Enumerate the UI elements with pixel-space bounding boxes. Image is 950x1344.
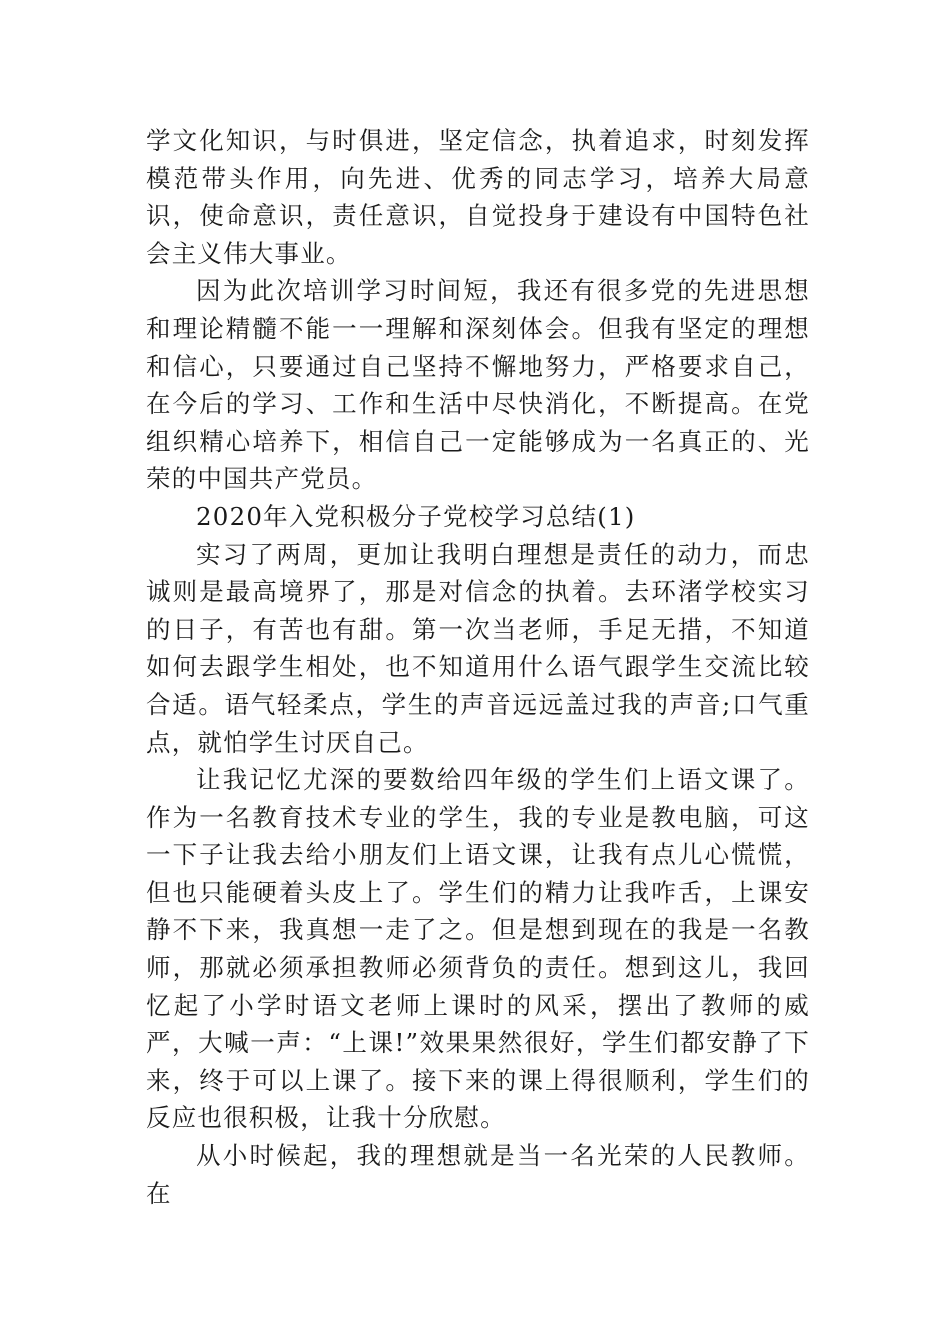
document-body xyxy=(146,122,810,1212)
paragraph-chinese-class: 让我记忆尤深的要数给四年级的学生们上语文课了。作为一名教育技术专业的学生，我的专业是教电脑，可这一下子让我去给小朋友们上语文课，让我有点儿心慌慌，但也只能硬着头皮上了。学生们的精力让我咋舌，上课安静不下来，我真想一走了之。但是想到现在的我是一名教师，那就必须承担教师必须背负的责任。想到这儿，我回忆起了小学时语文老师上课时的风采，摆出了教师的威严，大喊一声：“上课!”效果果然很好，学生们都安静了下来，终于可以上课了。接下来的课上得很顺利，学生们的反应也很积极，让我十分欣慰。 xyxy=(146,765,810,1133)
paragraph-training-reflection: 因为此次培训学习时间短，我还有很多党的先进思想和理论精髓不能一一理解和深刻体会。但我有坚定的理想和信心，只要通过自己坚持不懈地努力，严格要求自己，在今后的学习、工作和生活中尽快消化，不断提高。在党组织精心培养下，相信自己一定能够成为一名真正的、光荣的中国共产党员。 xyxy=(146,276,810,494)
section-heading: 2020年入党积极分子党校学习总结(1) xyxy=(196,501,636,531)
paragraph-continued: 学文化知识，与时俱进，坚定信念，执着追求，时刻发挥模范带头作用，向先进、优秀的同志学习，培养大局意识，使命意识，责任意识，自觉投身于建设有中国特色社会主义伟大事业。 xyxy=(146,126,810,268)
paragraph-dream: 从小时候起，我的理想就是当一名光荣的人民教师。在 xyxy=(146,1141,810,1208)
paragraph-internship: 实习了两周，更加让我明白理想是责任的动力，而忠诚则是最高境界了，那是对信念的执着。去环渚学校实习的日子，有苦也有甜。第一次当老师，手足无措，不知道如何去跟学生相处，也不知道用什么语气跟学生交流比较合适。语气轻柔点，学生的声音远远盖过我的声音;口气重点，就怕学生讨厌自己。 xyxy=(146,539,810,757)
